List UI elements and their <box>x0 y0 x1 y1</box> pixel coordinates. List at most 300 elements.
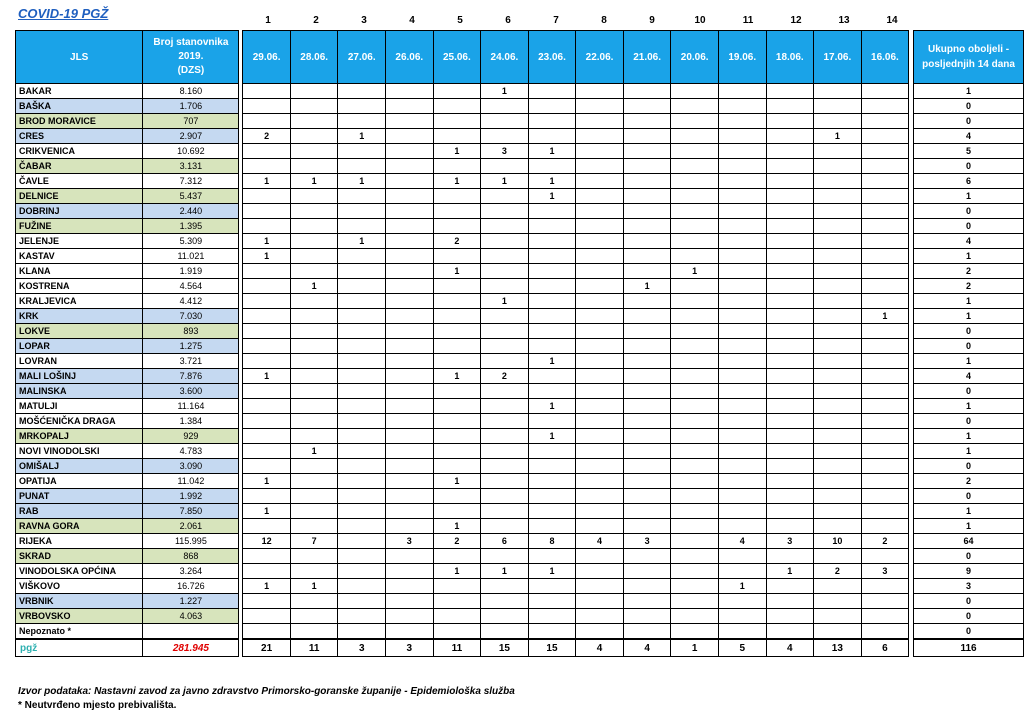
case-cell <box>481 459 529 474</box>
case-cell <box>718 624 766 640</box>
column-number: 1 <box>265 15 271 26</box>
row-total: 1 <box>914 444 1024 459</box>
case-cell: 2 <box>433 234 481 249</box>
case-cell <box>338 309 386 324</box>
case-cell <box>814 324 862 339</box>
case-cell <box>623 414 671 429</box>
row-name: MRKOPALJ <box>16 429 143 444</box>
case-cell <box>576 264 624 279</box>
case-cell <box>718 459 766 474</box>
footer-cell: 4 <box>766 639 814 657</box>
case-cell <box>290 129 338 144</box>
case-cell <box>718 549 766 564</box>
case-cell <box>766 309 814 324</box>
case-cell <box>766 249 814 264</box>
row-population: 11.042 <box>143 474 239 489</box>
case-cell <box>861 189 909 204</box>
footer-cell: 11 <box>290 639 338 657</box>
case-cell <box>290 429 338 444</box>
row-name: KLANA <box>16 264 143 279</box>
case-cell <box>861 594 909 609</box>
case-cell <box>433 354 481 369</box>
case-cell <box>814 189 862 204</box>
case-cell <box>243 114 291 129</box>
case-cell <box>671 534 719 549</box>
case-cell <box>671 204 719 219</box>
case-cell <box>814 174 862 189</box>
case-cell <box>386 519 434 534</box>
row-name: Nepoznato * <box>16 624 143 640</box>
table-row <box>16 204 1024 219</box>
case-cell <box>338 624 386 640</box>
case-cell: 1 <box>290 579 338 594</box>
case-cell <box>814 459 862 474</box>
case-cell <box>814 114 862 129</box>
case-cell <box>861 399 909 414</box>
case-cell <box>528 324 576 339</box>
table-row <box>16 399 1024 414</box>
row-total: 0 <box>914 624 1024 640</box>
case-cell <box>386 549 434 564</box>
case-cell <box>861 339 909 354</box>
case-cell: 1 <box>528 354 576 369</box>
row-name: DOBRINJ <box>16 204 143 219</box>
case-cell <box>861 204 909 219</box>
case-cell <box>718 189 766 204</box>
case-cell <box>718 369 766 384</box>
case-cell <box>481 594 529 609</box>
case-cell <box>623 429 671 444</box>
case-cell <box>766 114 814 129</box>
case-cell <box>433 279 481 294</box>
case-cell <box>386 414 434 429</box>
footer-cell: 4 <box>623 639 671 657</box>
case-cell <box>766 459 814 474</box>
row-total: 6 <box>914 174 1024 189</box>
case-cell <box>671 549 719 564</box>
case-cell <box>623 339 671 354</box>
case-cell <box>671 489 719 504</box>
case-cell <box>528 549 576 564</box>
case-cell <box>386 294 434 309</box>
case-cell <box>766 429 814 444</box>
case-cell <box>623 189 671 204</box>
case-cell <box>861 234 909 249</box>
case-cell <box>671 309 719 324</box>
case-cell <box>290 549 338 564</box>
case-cell <box>528 594 576 609</box>
column-number: 10 <box>694 15 706 26</box>
header-date: 25.06. <box>433 31 481 84</box>
row-total: 1 <box>914 249 1024 264</box>
row-name: VRBOVSKO <box>16 609 143 624</box>
case-cell <box>386 504 434 519</box>
case-cell <box>718 339 766 354</box>
case-cell <box>766 489 814 504</box>
case-cell <box>386 189 434 204</box>
case-cell: 1 <box>243 249 291 264</box>
case-cell <box>576 204 624 219</box>
case-cell <box>623 519 671 534</box>
case-cell <box>576 339 624 354</box>
row-population: 7.850 <box>143 504 239 519</box>
row-name: VIŠKOVO <box>16 579 143 594</box>
case-cell <box>338 99 386 114</box>
case-cell <box>766 399 814 414</box>
case-cell <box>290 189 338 204</box>
table-row <box>16 549 1024 564</box>
case-cell <box>386 624 434 640</box>
case-cell <box>290 339 338 354</box>
case-cell <box>243 264 291 279</box>
header-date: 24.06. <box>481 31 529 84</box>
case-cell <box>671 594 719 609</box>
case-cell <box>861 294 909 309</box>
row-name: MALI LOŠINJ <box>16 369 143 384</box>
case-cell <box>671 354 719 369</box>
case-cell <box>623 234 671 249</box>
case-cell <box>528 504 576 519</box>
case-cell <box>861 159 909 174</box>
case-cell <box>386 99 434 114</box>
case-cell <box>718 444 766 459</box>
case-cell <box>433 594 481 609</box>
case-cell <box>481 609 529 624</box>
case-cell <box>290 624 338 640</box>
row-name: RIJEKA <box>16 534 143 549</box>
case-cell <box>718 504 766 519</box>
case-cell <box>718 519 766 534</box>
case-cell <box>290 384 338 399</box>
case-cell: 2 <box>433 534 481 549</box>
case-cell <box>433 609 481 624</box>
column-number: 6 <box>505 15 511 26</box>
header-date: 26.06. <box>386 31 434 84</box>
case-cell <box>338 144 386 159</box>
case-cell <box>243 444 291 459</box>
case-cell <box>338 444 386 459</box>
row-population: 1.992 <box>143 489 239 504</box>
case-cell <box>814 294 862 309</box>
table-row <box>16 249 1024 264</box>
row-name: JELENJE <box>16 234 143 249</box>
case-cell <box>433 189 481 204</box>
case-cell <box>861 519 909 534</box>
row-population: 11.164 <box>143 399 239 414</box>
case-cell <box>338 249 386 264</box>
case-cell: 1 <box>861 309 909 324</box>
case-cell <box>623 369 671 384</box>
case-cell <box>290 504 338 519</box>
case-cell: 1 <box>481 174 529 189</box>
header-date: 28.06. <box>290 31 338 84</box>
case-cell <box>386 444 434 459</box>
case-cell <box>528 249 576 264</box>
case-cell <box>386 594 434 609</box>
table-row <box>16 264 1024 279</box>
table-row <box>16 129 1024 144</box>
case-cell <box>718 114 766 129</box>
case-cell <box>528 609 576 624</box>
header-date: 19.06. <box>718 31 766 84</box>
case-cell <box>338 189 386 204</box>
case-cell <box>386 354 434 369</box>
case-cell <box>576 174 624 189</box>
column-number: 9 <box>649 15 655 26</box>
case-cell: 1 <box>718 579 766 594</box>
case-cell <box>766 144 814 159</box>
table-row <box>16 459 1024 474</box>
footer-cell: 15 <box>481 639 529 657</box>
row-name: RAVNA GORA <box>16 519 143 534</box>
case-cell <box>576 324 624 339</box>
case-cell: 4 <box>718 534 766 549</box>
footer-cell: 21 <box>243 639 291 657</box>
row-population: 5.437 <box>143 189 239 204</box>
case-cell <box>623 609 671 624</box>
case-cell <box>386 459 434 474</box>
case-cell <box>433 159 481 174</box>
case-cell <box>338 339 386 354</box>
case-cell <box>528 129 576 144</box>
case-cell <box>766 324 814 339</box>
case-cell <box>766 204 814 219</box>
case-cell <box>671 414 719 429</box>
row-total: 1 <box>914 189 1024 204</box>
case-cell <box>623 489 671 504</box>
row-name: LOPAR <box>16 339 143 354</box>
case-cell <box>623 174 671 189</box>
case-cell <box>290 354 338 369</box>
case-cell <box>386 384 434 399</box>
case-cell <box>671 324 719 339</box>
case-cell <box>766 234 814 249</box>
row-population: 5.309 <box>143 234 239 249</box>
page-title: COVID-19 PGŽ <box>18 6 109 21</box>
case-cell <box>814 219 862 234</box>
case-cell <box>290 399 338 414</box>
case-cell <box>766 594 814 609</box>
footer-cell: 13 <box>814 639 862 657</box>
footer-cell: 15 <box>528 639 576 657</box>
case-cell <box>433 489 481 504</box>
case-cell <box>481 474 529 489</box>
row-total: 0 <box>914 114 1024 129</box>
column-number: 4 <box>409 15 415 26</box>
column-number: 7 <box>553 15 559 26</box>
case-cell <box>576 219 624 234</box>
case-cell <box>528 624 576 640</box>
row-total: 2 <box>914 474 1024 489</box>
case-cell <box>814 354 862 369</box>
case-cell <box>718 144 766 159</box>
case-cell <box>718 219 766 234</box>
case-cell <box>481 279 529 294</box>
case-cell <box>718 264 766 279</box>
case-cell <box>861 414 909 429</box>
case-cell <box>718 309 766 324</box>
row-name: MATULJI <box>16 399 143 414</box>
header-date: 23.06. <box>528 31 576 84</box>
table-row <box>16 174 1024 189</box>
row-name: LOKVE <box>16 324 143 339</box>
case-cell <box>718 429 766 444</box>
case-cell <box>243 324 291 339</box>
case-cell: 1 <box>243 174 291 189</box>
case-cell <box>861 99 909 114</box>
case-cell <box>623 249 671 264</box>
table-row <box>16 444 1024 459</box>
case-cell <box>338 114 386 129</box>
case-cell <box>433 504 481 519</box>
case-cell: 1 <box>528 564 576 579</box>
column-number: 5 <box>457 15 463 26</box>
case-cell <box>576 489 624 504</box>
case-cell <box>528 384 576 399</box>
header-total: Ukupno oboljeli - posljednjih 14 dana <box>914 31 1024 84</box>
case-cell <box>671 459 719 474</box>
case-cell: 1 <box>433 564 481 579</box>
row-population: 11.021 <box>143 249 239 264</box>
case-cell <box>386 564 434 579</box>
case-cell <box>290 294 338 309</box>
case-cell <box>481 339 529 354</box>
row-population: 7.312 <box>143 174 239 189</box>
case-cell <box>243 219 291 234</box>
case-cell <box>814 594 862 609</box>
case-cell <box>814 369 862 384</box>
table-row <box>16 534 1024 549</box>
case-cell <box>433 99 481 114</box>
column-number: 12 <box>790 15 802 26</box>
case-cell <box>623 219 671 234</box>
case-cell: 1 <box>481 84 529 99</box>
case-cell <box>481 159 529 174</box>
case-cell <box>433 414 481 429</box>
case-cell <box>861 549 909 564</box>
case-cell <box>623 594 671 609</box>
case-cell <box>814 204 862 219</box>
case-cell <box>338 489 386 504</box>
case-cell <box>861 504 909 519</box>
case-cell <box>243 294 291 309</box>
case-cell: 7 <box>290 534 338 549</box>
case-cell <box>576 399 624 414</box>
case-cell <box>481 354 529 369</box>
case-cell <box>528 84 576 99</box>
case-cell <box>386 309 434 324</box>
row-name: KRALJEVICA <box>16 294 143 309</box>
case-cell <box>528 114 576 129</box>
case-cell <box>290 519 338 534</box>
case-cell <box>814 84 862 99</box>
case-cell <box>338 534 386 549</box>
row-total: 4 <box>914 369 1024 384</box>
row-total: 0 <box>914 159 1024 174</box>
case-cell <box>528 204 576 219</box>
case-cell <box>338 219 386 234</box>
case-cell <box>718 279 766 294</box>
case-cell <box>576 459 624 474</box>
case-cell <box>718 474 766 489</box>
case-cell <box>338 354 386 369</box>
case-cell <box>290 204 338 219</box>
case-cell <box>814 279 862 294</box>
case-cell <box>386 279 434 294</box>
row-name: VINODOLSKA OPĆINA <box>16 564 143 579</box>
row-total: 0 <box>914 339 1024 354</box>
case-cell <box>243 279 291 294</box>
case-cell <box>243 549 291 564</box>
row-population: 10.692 <box>143 144 239 159</box>
row-total: 0 <box>914 594 1024 609</box>
case-cell <box>386 159 434 174</box>
case-cell <box>718 399 766 414</box>
header-row <box>16 31 1024 84</box>
case-cell <box>528 519 576 534</box>
row-total: 1 <box>914 354 1024 369</box>
case-cell <box>576 144 624 159</box>
row-total: 1 <box>914 309 1024 324</box>
case-cell <box>623 114 671 129</box>
table-row <box>16 189 1024 204</box>
case-cell <box>623 579 671 594</box>
case-cell <box>766 549 814 564</box>
case-cell <box>671 384 719 399</box>
case-cell <box>290 249 338 264</box>
case-cell <box>623 624 671 640</box>
case-cell <box>528 99 576 114</box>
case-cell <box>576 474 624 489</box>
case-cell <box>576 549 624 564</box>
case-cell <box>386 474 434 489</box>
case-cell <box>623 204 671 219</box>
case-cell <box>433 129 481 144</box>
case-cell <box>671 369 719 384</box>
case-cell <box>481 414 529 429</box>
table-row <box>16 279 1024 294</box>
table-row <box>16 609 1024 624</box>
case-cell <box>338 504 386 519</box>
table-row <box>16 489 1024 504</box>
case-cell <box>481 444 529 459</box>
case-cell <box>718 84 766 99</box>
case-cell <box>290 474 338 489</box>
case-cell <box>861 609 909 624</box>
case-cell <box>766 579 814 594</box>
case-cell: 1 <box>528 429 576 444</box>
case-cell <box>766 609 814 624</box>
case-cell <box>576 129 624 144</box>
case-cell <box>338 519 386 534</box>
case-cell <box>766 414 814 429</box>
case-cell: 1 <box>433 174 481 189</box>
row-population: 1.706 <box>143 99 239 114</box>
case-cell <box>243 204 291 219</box>
row-population: 16.726 <box>143 579 239 594</box>
case-cell <box>338 414 386 429</box>
case-cell <box>814 309 862 324</box>
row-population: 8.160 <box>143 84 239 99</box>
row-population: 893 <box>143 324 239 339</box>
case-cell <box>766 504 814 519</box>
case-cell: 3 <box>623 534 671 549</box>
table-row <box>16 624 1024 640</box>
row-population: 4.412 <box>143 294 239 309</box>
case-cell <box>766 159 814 174</box>
case-cell <box>338 549 386 564</box>
row-total: 1 <box>914 429 1024 444</box>
